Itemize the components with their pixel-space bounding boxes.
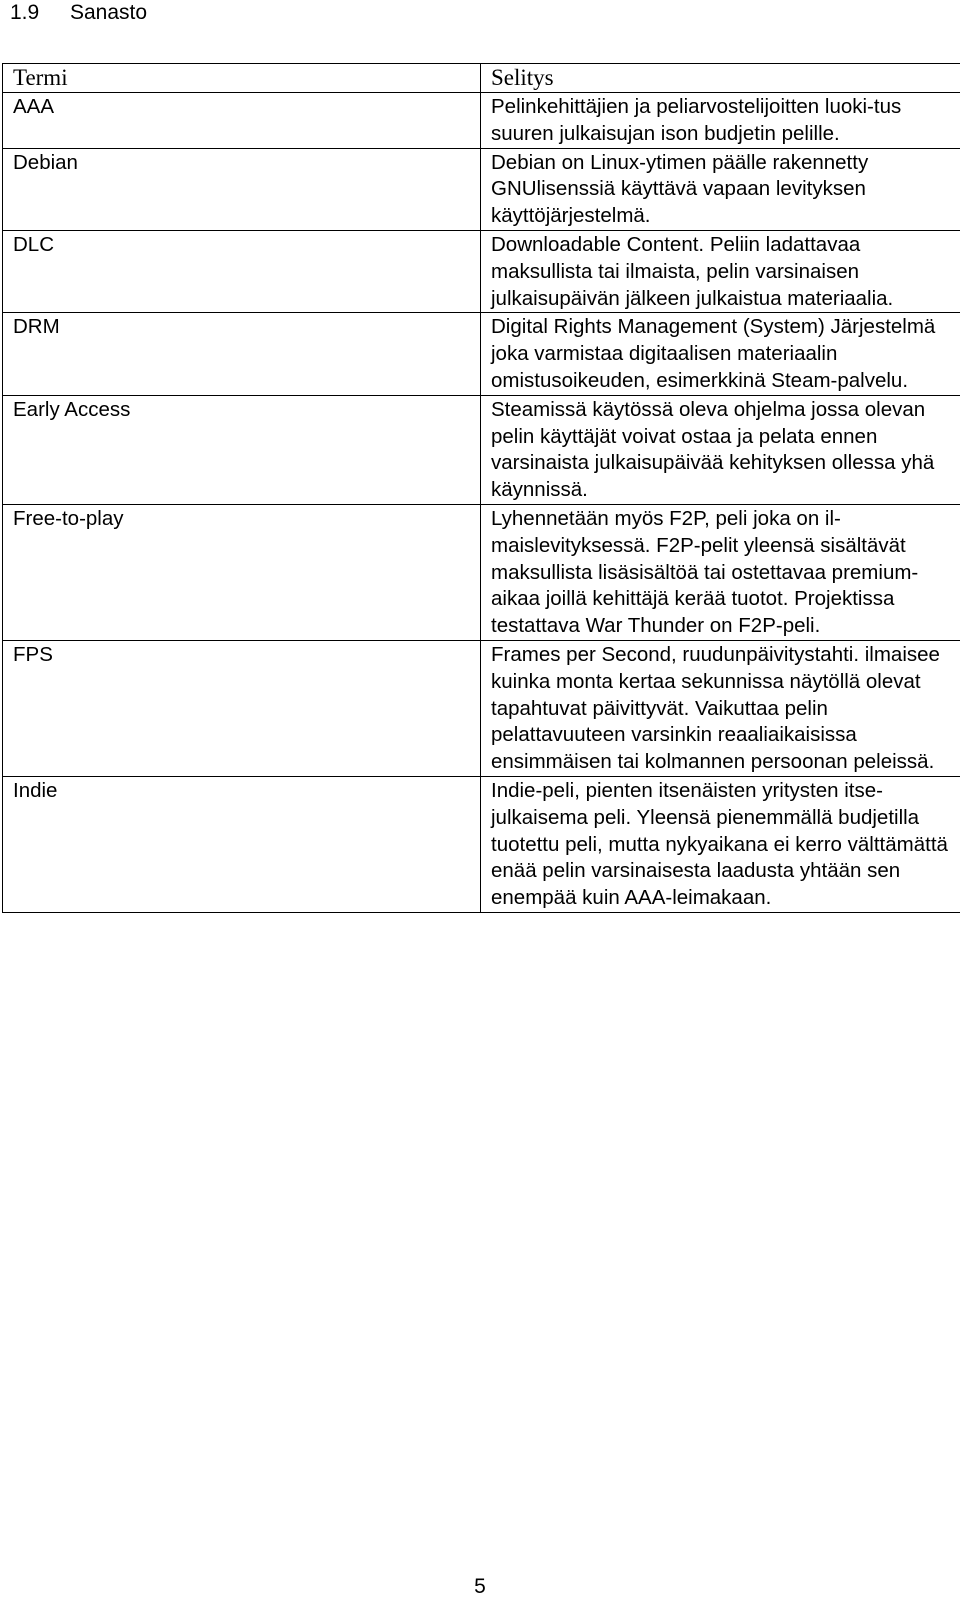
section-title: Sanasto [70, 1, 148, 24]
term-cell: FPS [3, 640, 481, 776]
table-row [3, 313, 960, 395]
term-cell: DLC [3, 230, 481, 312]
section-heading [10, 0, 147, 28]
term-cell: DRM [3, 313, 481, 395]
definition-cell: Indie-peli, pienten itsenäisten yritysten itsejulkaisema peli. Yleensä pienemmällä budjetilla tuotettu peli, mutta nykyaikana ei kerro välttämättä enää pelin varsinaisesta laadusta yhtään sen enempää kuin AAA-leimakaan. [481, 776, 960, 912]
table-row [3, 148, 960, 230]
term-cell: Debian [3, 148, 481, 230]
glossary-table [2, 63, 960, 913]
table-row [3, 395, 960, 504]
definition-cell: Downloadable Content. Peliin ladattavaa maksullista tai ilmaista, pelin varsinaisen julkaisupäivän jälkeen julkaistua materiaalia. [481, 230, 960, 312]
term-cell: Indie [3, 776, 481, 912]
definition-cell: Steamissä käytössä oleva ohjelma jossa olevan pelin käyttäjät voivat ostaa ja pelata ennen varsinaista julkaisupäivää kehityksen ollessa yhä käynnissä. [481, 395, 960, 504]
definition-cell: Frames per Second, ruudunpäivitystahti. ilmaisee kuinka monta kertaa sekunnissa näytöllä olevat tapahtuvat päivittyvät. Vaikuttaa pelin pelattavuuteen varsinkin reaaliaikaisissa ensimmäisen tai kolmannen persoonan peleissä. [481, 640, 960, 776]
table-row [3, 640, 960, 776]
definition-cell: Pelinkehittäjien ja peliarvostelijoitten luoki-tus suuren julkaisujan ison budjetin pelille. [481, 93, 960, 149]
page-number: 5 [474, 1575, 486, 1598]
definition-cell: Digital Rights Management (System) Järjestelmä joka varmistaa digitaalisen materiaalin omistusoikeuden, esimerkkinä Steam-palvelu. [481, 313, 960, 395]
header-definition: Selitys [481, 64, 960, 93]
term-cell: AAA [3, 93, 481, 149]
term-cell: Early Access [3, 395, 481, 504]
table-row [3, 776, 960, 912]
header-term: Termi [3, 64, 481, 93]
section-number: 1.9 [10, 1, 40, 24]
table-row [3, 230, 960, 312]
definition-cell: Debian on Linux-ytimen päälle rakennetty GNUlisenssiä käyttävä vapaan levityksen käyttöjärjestelmä. [481, 148, 960, 230]
table-header-row [3, 64, 960, 93]
term-cell: Free-to-play [3, 504, 481, 640]
table-row [3, 93, 960, 149]
definition-cell: Lyhennetään myös F2P, peli joka on ilmaislevityksessä. F2P-pelit yleensä sisältävät maksullista lisäsisältöä tai ostettavaa premium-aikaa joillä kehittäjä kerää tuotot. Projektissa testattava War Thunder on F2P-peli. [481, 504, 960, 640]
table-row [3, 504, 960, 640]
